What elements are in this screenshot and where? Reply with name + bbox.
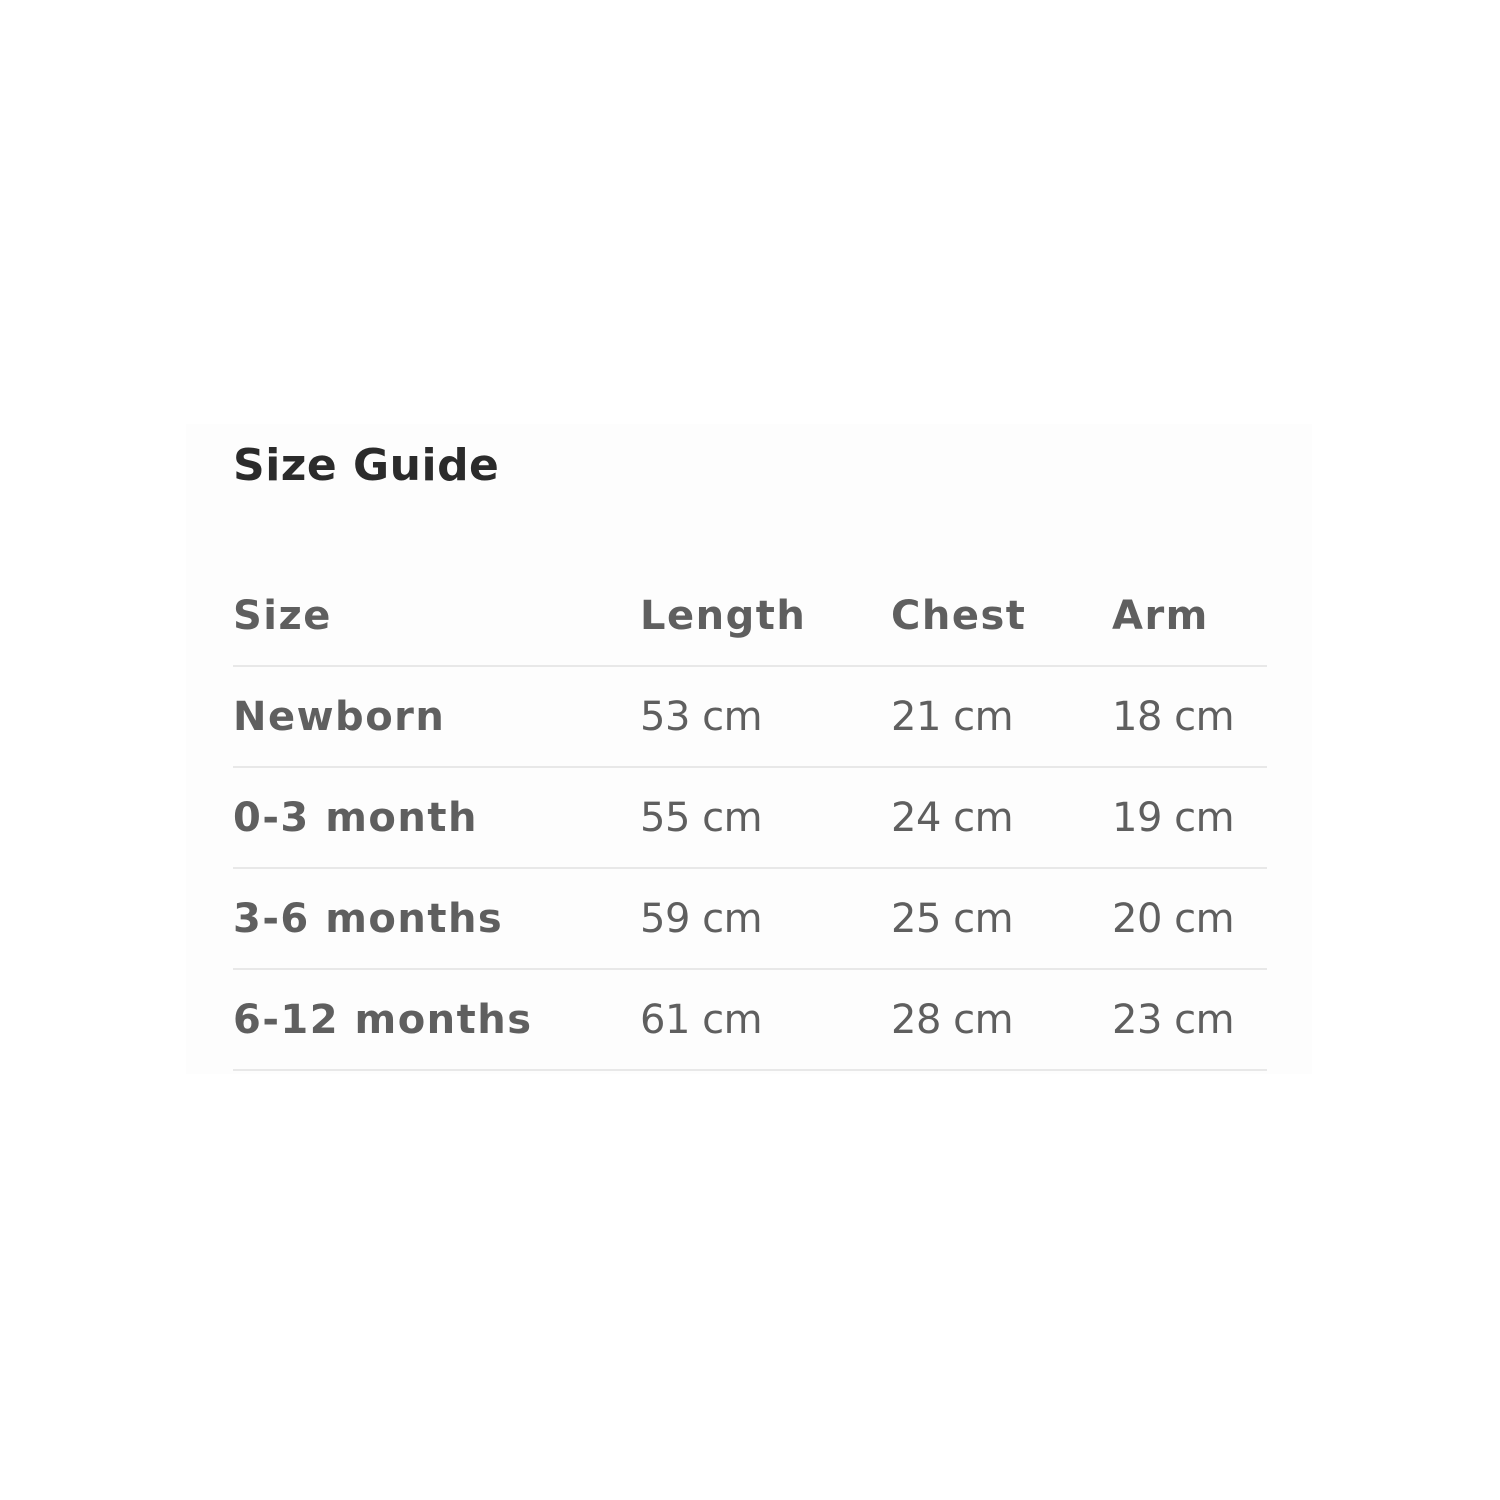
chest-cell: 24 cm	[891, 794, 1014, 841]
chest-cell: 28 cm	[891, 996, 1014, 1043]
size-guide-title: Size Guide	[233, 440, 500, 491]
header-arm: Arm	[1112, 592, 1209, 639]
length-cell: 59 cm	[640, 895, 763, 942]
size-cell: Newborn	[233, 693, 446, 740]
size-cell: 0-3 month	[233, 794, 478, 841]
chest-cell: 25 cm	[891, 895, 1014, 942]
length-cell: 55 cm	[640, 794, 763, 841]
arm-cell: 19 cm	[1112, 794, 1235, 841]
table-row	[233, 667, 1267, 768]
arm-cell: 18 cm	[1112, 693, 1235, 740]
table-header-row	[233, 566, 1267, 667]
length-cell: 61 cm	[640, 996, 763, 1043]
length-cell: 53 cm	[640, 693, 763, 740]
size-cell: 3-6 months	[233, 895, 504, 942]
arm-cell: 23 cm	[1112, 996, 1235, 1043]
size-guide-card	[186, 424, 1312, 1074]
table-row	[233, 768, 1267, 869]
header-chest: Chest	[891, 592, 1027, 639]
chest-cell: 21 cm	[891, 693, 1014, 740]
size-table	[233, 566, 1267, 1071]
arm-cell: 20 cm	[1112, 895, 1235, 942]
size-cell: 6-12 months	[233, 996, 533, 1043]
header-length: Length	[640, 592, 807, 639]
table-row	[233, 869, 1267, 970]
header-size: Size	[233, 592, 332, 639]
table-row	[233, 970, 1267, 1071]
